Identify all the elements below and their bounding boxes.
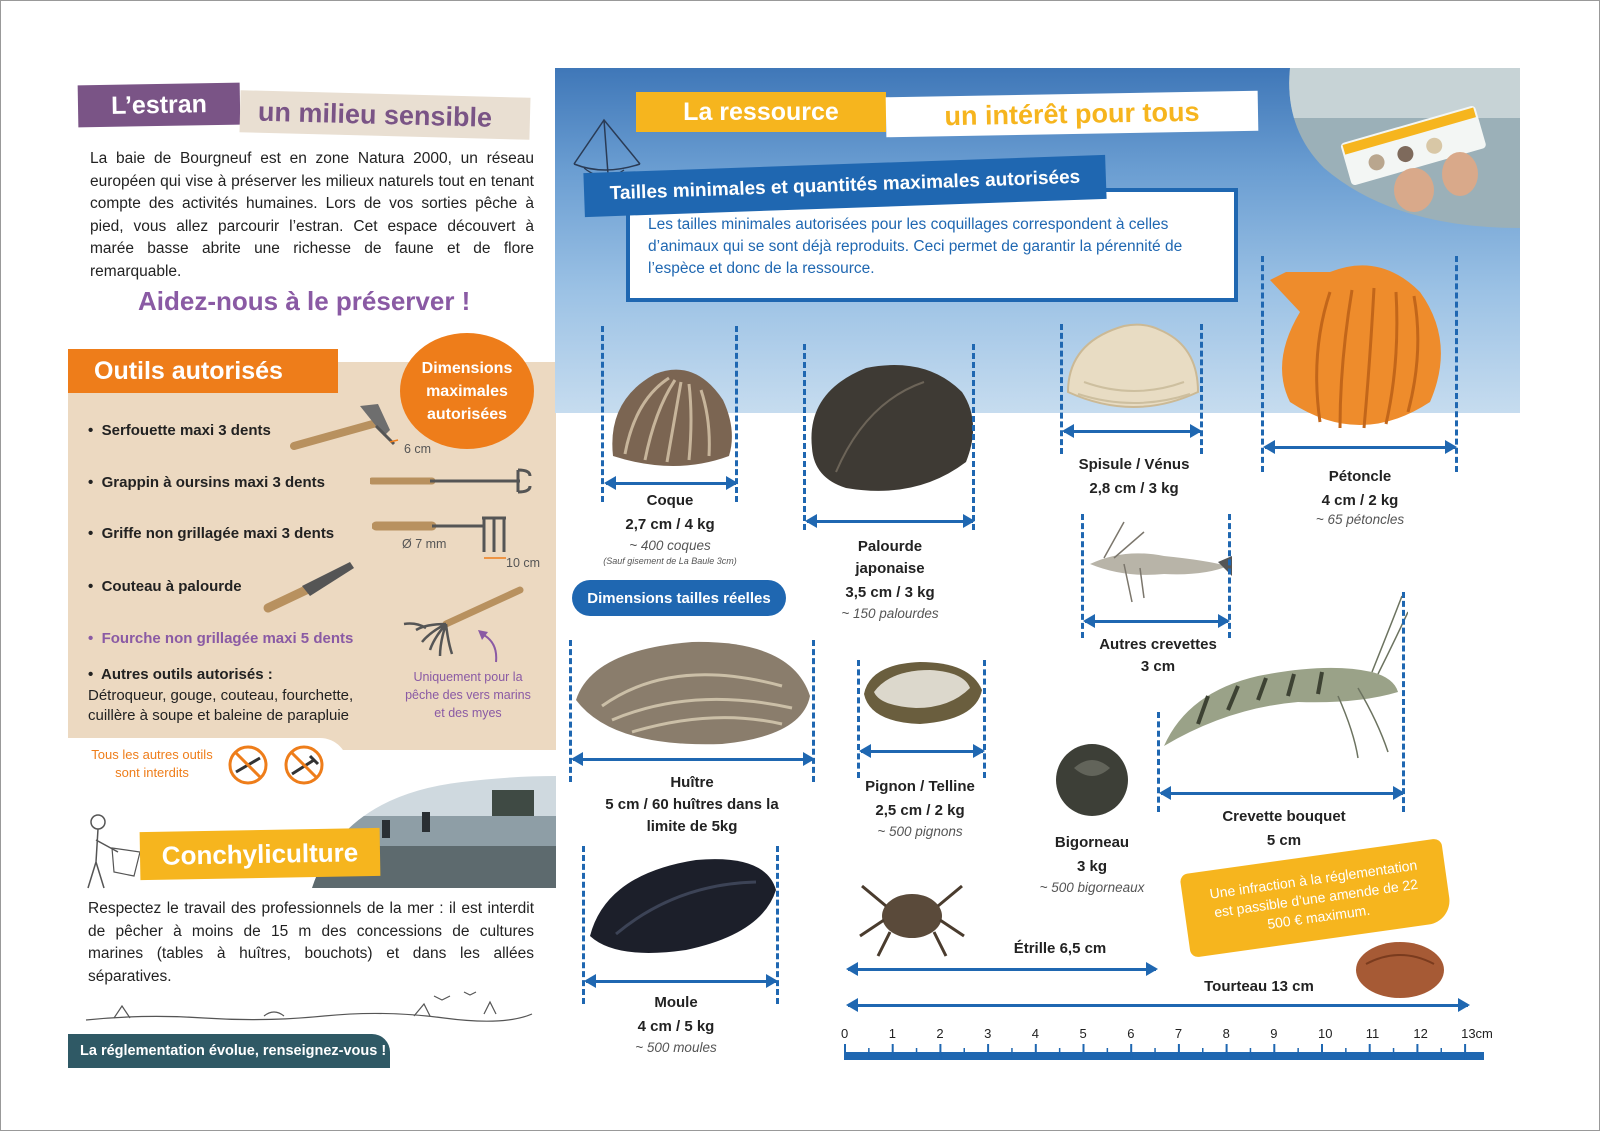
petoncle-icon <box>1260 252 1456 442</box>
ruler <box>844 1044 1484 1062</box>
spisule-name: Spisule / Vénus <box>1078 456 1190 473</box>
ruler-label: 0 <box>841 1026 849 1041</box>
etrille-size-arrow <box>848 968 1156 971</box>
coque-size-arrow <box>606 482 736 485</box>
couteau-icon <box>262 556 362 616</box>
fourche-note: Uniquement pour la pêche des vers marins et des myes <box>405 670 531 720</box>
tool-serfouette: • Serfouette maxi 3 dents <box>88 422 271 439</box>
crevette-bouquet-icon <box>1158 592 1408 762</box>
ruler-label: 9 <box>1270 1026 1278 1041</box>
palourde-rule: 3,5 cm / 3 kg <box>845 584 935 601</box>
petoncle-count: ~ 65 pétoncles <box>1315 512 1405 527</box>
arrow-icon <box>472 626 502 666</box>
tourteau-label: Tourteau 13 cm <box>1204 978 1314 995</box>
etrille-icon <box>856 876 966 960</box>
serfouette-icon <box>290 396 410 466</box>
tool-label: Grappin à oursins maxi 3 dents <box>101 474 325 491</box>
bouquet-name: Crevette bouquet <box>1222 808 1346 825</box>
conchyliculture-text: Respectez le travail des professionnels de la mer : il est interdit de pêcher à moins de 15 m des concessions de cultures marines (tables à huîtres, bouchots) et dans les allées séparatives. <box>88 900 534 985</box>
estran-subtitle: un milieu sensible <box>239 90 530 140</box>
tool-griffe: • Griffe non grillagée maxi 3 dents <box>88 525 335 542</box>
bigorneau-rule: 3 kg <box>1076 858 1107 875</box>
ruler-label: 7 <box>1174 1026 1183 1041</box>
petoncle-rule: 4 cm / 2 kg <box>1321 492 1399 509</box>
pignon-name: Pignon / Telline <box>865 778 975 795</box>
moule-rule: 4 cm / 5 kg <box>637 1018 715 1035</box>
dimensions-reelles-label: Dimensions tailles réelles <box>572 580 786 616</box>
griffe-icon <box>372 512 522 572</box>
pignon-count: ~ 500 pignons <box>877 824 963 839</box>
outils-title: Outils autorisés <box>68 349 338 393</box>
coque-name: Coque <box>646 492 694 509</box>
palourde-icon <box>806 362 976 500</box>
pignon-size-arrow <box>861 750 983 753</box>
crevette-name: Autres crevettes <box>1099 636 1217 653</box>
huitre-name: Huître <box>670 774 714 791</box>
shore-sketch <box>84 984 534 1026</box>
pignon-icon <box>860 660 986 726</box>
estran-tag: L’estran <box>78 83 241 128</box>
bouquet-rule: 5 cm <box>1266 832 1302 849</box>
bouquet-dash-right <box>1402 592 1405 812</box>
huitre-icon <box>572 636 816 750</box>
tool-fourche: • Fourche non grillagée maxi 5 dents <box>88 630 354 647</box>
no-tool-icon <box>226 742 326 788</box>
bigorneau-icon <box>1052 738 1132 820</box>
huitre-rule-1: 5 cm / 60 huîtres dans la <box>605 796 779 813</box>
tool-grappin: • Grappin à oursins maxi 3 dents <box>88 474 325 491</box>
ruler-label: 1 <box>888 1026 896 1041</box>
ruler-bar <box>844 1044 1484 1062</box>
tool-label: Serfouette maxi 3 dents <box>101 422 271 439</box>
huitre-size-arrow <box>573 758 813 761</box>
petoncle-size-arrow <box>1265 446 1455 449</box>
petoncle-name: Pétoncle <box>1328 468 1392 485</box>
bigorneau-count: ~ 500 bigorneaux <box>1039 880 1145 895</box>
tool-label: Couteau à palourde <box>101 578 242 595</box>
palourde-name-1: Palourde <box>857 538 923 555</box>
pignon-dash-left <box>857 660 860 778</box>
pignon-rule: 2,5 cm / 2 kg <box>875 802 965 819</box>
fisherman-icon <box>78 812 148 892</box>
interdits-text: Tous les autres outils sont interdits <box>91 747 213 780</box>
crevette-rule: 3 cm <box>1140 658 1176 675</box>
tool-couteau: • Couteau à palourde <box>88 578 242 595</box>
ruler-label: 11 <box>1365 1026 1380 1041</box>
tourteau-icon <box>1350 936 1450 1002</box>
grappin-icon <box>370 466 540 496</box>
bigorneau-name: Bigorneau <box>1054 834 1130 851</box>
dim-6cm: 6 cm <box>404 442 432 456</box>
amende-badge: Une infraction à la réglementation est passible d’une amende de 22 500 € maximum. <box>1179 838 1452 958</box>
palourde-dash-left <box>803 344 806 530</box>
ruler-label: 4 <box>1031 1026 1040 1041</box>
ruler-label: 5 <box>1079 1026 1087 1041</box>
pignon-dash-right <box>983 660 986 778</box>
conchyliculture-title: Conchyliculture <box>140 828 381 880</box>
coque-rule: 2,7 cm / 4 kg <box>625 516 715 533</box>
tailles-title: Tailles minimales et quantités maximales autorisées <box>583 155 1106 217</box>
etrille-label: Étrille 6,5 cm <box>1013 940 1107 957</box>
estran-slogan: Aidez-nous à le préserver ! <box>138 286 471 316</box>
bouquet-size-arrow <box>1161 792 1403 795</box>
tourteau-size-arrow <box>848 1004 1468 1007</box>
tool-label: Fourche non grillagée maxi 5 dents <box>101 630 354 647</box>
tool-autres-title: • Autres outils autorisés : <box>88 666 273 683</box>
coque-note: (Sauf gisement de La Baule 3cm) <box>603 556 737 566</box>
ruler-label: 3 <box>984 1026 992 1041</box>
moule-icon <box>586 854 780 958</box>
ruler-label: 13cm <box>1461 1026 1493 1041</box>
reglementation-footer: La réglementation évolue, renseignez-vous ! <box>68 1034 390 1068</box>
palourde-size-arrow <box>807 520 973 523</box>
moule-size-arrow <box>586 980 776 983</box>
coque-count: ~ 400 coques <box>629 538 711 553</box>
dim-10cm: 10 cm <box>506 556 541 570</box>
ruler-label: 2 <box>936 1026 944 1041</box>
spisule-rule: 2,8 cm / 3 kg <box>1089 480 1179 497</box>
tool-label: Autres outils autorisés : <box>101 666 273 683</box>
tool-label: Griffe non grillagée maxi 3 dents <box>101 525 335 542</box>
tailles-text: Les tailles minimales autorisées pour les coquillages correspondent à celles d’animaux qui se sont déjà reproduits. Ceci permet de garantir la pérennité de l’espèce et donc de la ressource. <box>648 216 1183 277</box>
ruler-label: 12 <box>1413 1026 1428 1041</box>
ruler-label: 6 <box>1127 1026 1135 1041</box>
dimensions-badge: Dimensions maximales autorisées <box>400 333 534 449</box>
coque-icon <box>605 360 737 480</box>
ruler-label: 10 <box>1318 1026 1333 1041</box>
fourche-icon <box>396 584 526 664</box>
huitre-rule-2: limite de 5kg <box>646 818 738 835</box>
spisule-size-arrow <box>1064 430 1200 433</box>
spisule-icon <box>1064 322 1202 422</box>
tool-autres-text: Détroqueur, gouge, couteau, fourchette, cuillère à soupe et baleine de parapluie <box>88 687 354 724</box>
estran-text: La baie de Bourgneuf est en zone Natura 2000, un réseau européen qui vise à préserver les milieux naturels tout en tenant compte des activités humaines. Lors de vos sorties pêche à pied, vous allez parcourir l’estran. Cet espace découvert à marée basse abrite une richesse de faune et de flore remarquable. <box>90 150 534 280</box>
dim-7mm: Ø 7 mm <box>402 537 447 551</box>
moule-count: ~ 500 moules <box>635 1040 717 1055</box>
ruler-label: 8 <box>1222 1026 1230 1041</box>
ressource-subtitle: un intérêt pour tous <box>886 91 1259 137</box>
gauge-photo <box>1284 68 1520 228</box>
moule-name: Moule <box>654 994 698 1011</box>
palourde-dash-right <box>972 344 975 530</box>
palourde-name-2: japonaise <box>855 560 925 577</box>
ressource-tag: La ressource <box>636 92 886 132</box>
palourde-count: ~ 150 palourdes <box>841 606 939 621</box>
